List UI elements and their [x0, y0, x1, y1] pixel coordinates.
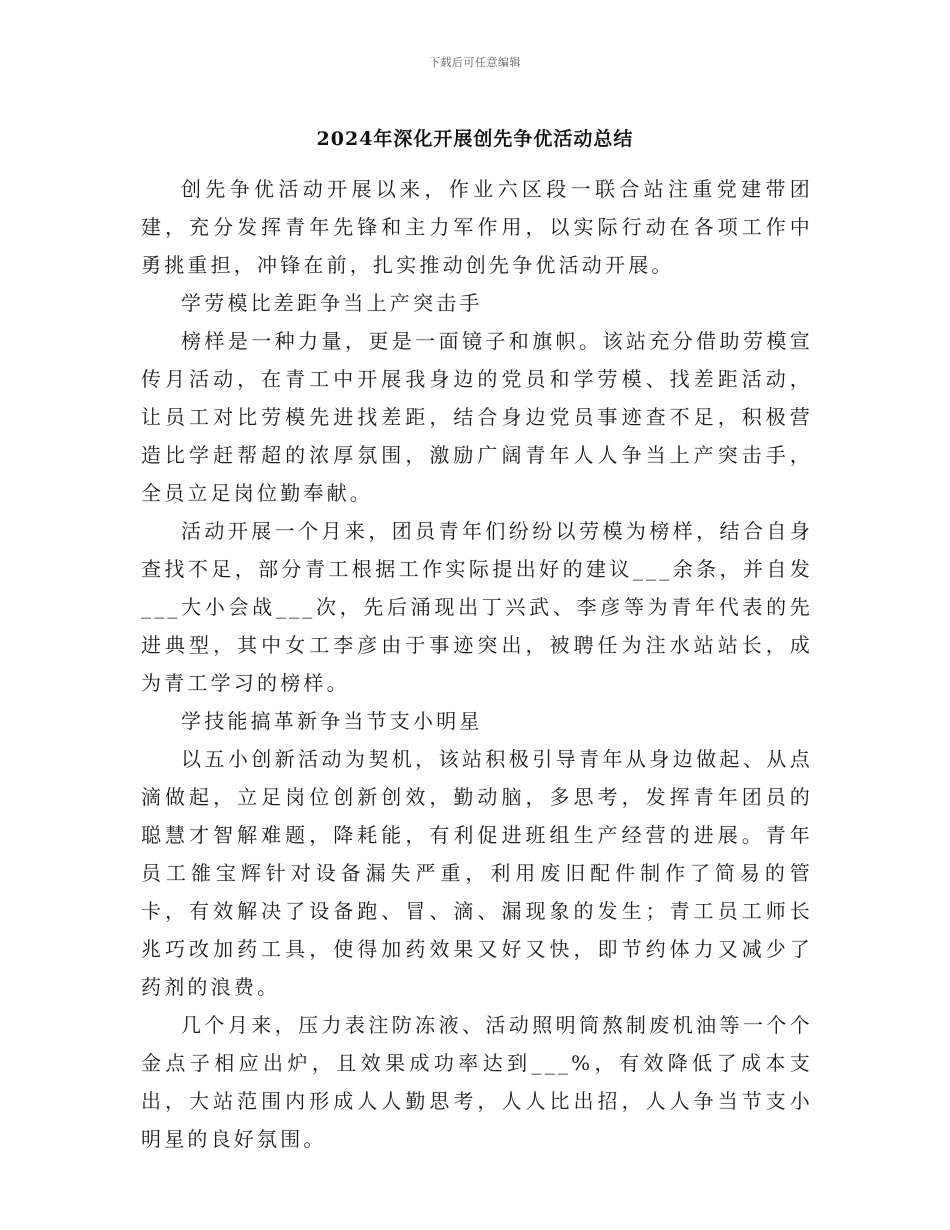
section-heading-1: 学劳模比差距争当上产突击手 — [181, 291, 483, 315]
paragraph: 以五小创新活动为契机，该站积极引导青年从身边做起、从点滴做起，立足岗位创新创效，勤动脑，多思考，发挥青年团员的聪慧才智解难题，降耗能，有利促进班组生产经营的进展。青年员工雒宝辉针对设备漏失严重，利用废旧配件制作了简易的管卡，有效解决了设备跑、冒、滴、漏现象的发生；青工员工师长兆巧改加药工具，使得加药效果又好又快，即节约体力又减少了药剂的浪费。 — [141, 747, 813, 999]
paragraph: 活动开展一个月来，团员青年们纷纷以劳模为榜样，结合自身查找不足，部分青工根据工作实际提出好的建议___余条，并自发___大小会战___次，先后涌现出丁兴武、李彦等为青年代表的先进典型，其中女工李彦由于事迹突出，被聘任为注水站站长，成为青工学习的榜样。 — [141, 519, 813, 695]
paragraph-intro: 创先争优活动开展以来，作业六区段一联合站注重党建带团建，充分发挥青年先锋和主力军作用，以实际行动在各项工作中勇挑重担，冲锋在前，扎实推动创先争优活动开展。 — [141, 177, 813, 277]
document-title: 2024年深化开展创先争优活动总结 — [316, 128, 634, 150]
paragraph: 几个月来，压力表注防冻液、活动照明筒熬制废机油等一个个金点子相应出炉，且效果成功率达到___%，有效降低了成本支出，大站范围内形成人人勤思考，人人比出招，人人争当节支小明星的良好氛围。 — [141, 1013, 813, 1151]
paragraph: 榜样是一种力量，更是一面镜子和旗帜。该站充分借助劳模宣传月活动，在青工中开展我身边的党员和学劳模、找差距活动，让员工对比劳模先进找差距，结合身边党员事迹查不足，积极营造比学赶帮超的浓厚氛围，激励广阔青年人人争当上产突击手，全员立足岗位勤奉献。 — [141, 329, 813, 505]
document-body — [141, 170, 813, 1158]
header-note: 下载后可任意编辑 — [429, 56, 521, 69]
section-heading-2: 学技能搞革新争当节支小明星 — [181, 709, 483, 733]
